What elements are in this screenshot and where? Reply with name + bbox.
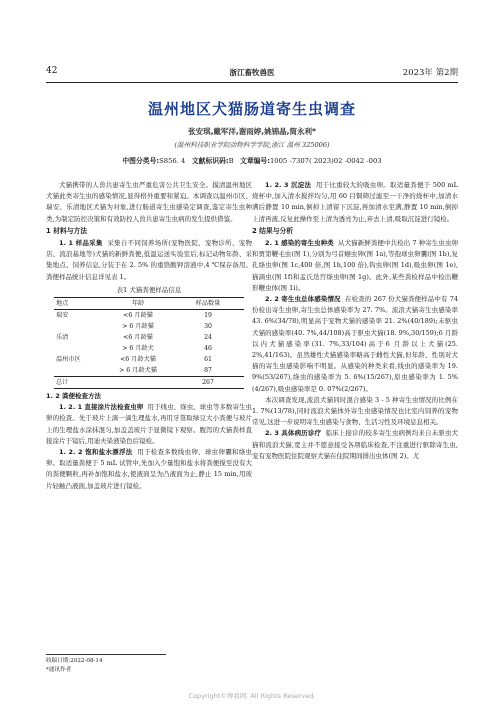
subsection-heading: 1. 2. 3 沉淀法 bbox=[265, 181, 312, 189]
body-paragraph: 从犬猫新鲜粪便中共检出 7 种寄生虫虫卵和贾第鞭毛虫(图 1),分别为弓首蛔虫卵(图 1a),等孢球虫卵囊(图 1b),复孔绦虫卵(图 1c,400 倍,图 1h,100 倍),钩虫卵(图 1d),吸虫卵(图 1e),猫滴虫(图 1f)和孟氏迭宫绦虫卵(图 1g)。此外,某些粪检样品中检出鞭形鞭虫体(图 1i)。 bbox=[252, 239, 458, 292]
article-authors: 张安琪,戴军洋,谢雨婷,姚锦晶,简永利* bbox=[188, 127, 316, 136]
footnote bbox=[46, 654, 166, 675]
table-cell: <6 月龄猫 bbox=[123, 312, 153, 320]
section-heading-materials: 1 材料与方法 bbox=[46, 226, 88, 235]
table-row bbox=[54, 310, 244, 322]
table-cell: 46 bbox=[204, 345, 212, 353]
table-header: 样品数量 bbox=[172, 298, 244, 310]
sample-table bbox=[54, 297, 244, 389]
table-cell: 温州市区 bbox=[56, 356, 81, 364]
subsection-heading: 1. 1 样品采集 bbox=[59, 239, 103, 248]
table-cell: 24 bbox=[204, 334, 212, 342]
right-column bbox=[252, 180, 458, 462]
clc-label: 中图分类号: bbox=[122, 157, 160, 165]
body-paragraph: 用于线虫、绦虫、球虫等多数寄生虫卵的检查。先于玻片上滴一滴生理盐水,再用牙签取绿豆大小粪便与玻片上的生理盐水涂抹混匀,加盖盖玻片于显微镜下观察。腹泻的犬猫粪样直接涂片于镜后,用迪夫染液染色后镜检。 bbox=[46, 403, 253, 445]
table-cell: <6 月龄猫 bbox=[123, 334, 153, 342]
intro-paragraph: 犬猫携带的人兽共患寄生虫严重危害公共卫生安全。摸清温州地区犬猫此类寄生虫的感染情况,显得格外重要和紧迫。本调查以温州市区、瑞安、乐清地区犬猫为对象,进行肠道寄生虫感染定调查,鉴定寄生虫种类,为制定防控决策和有效防控人兽共患寄生虫病的发生提供借鉴。 bbox=[46, 181, 252, 223]
subsection-heading: 2. 1 感染的寄生虫种类 bbox=[265, 239, 334, 248]
article-affiliation: (温州科技职业学院动物科学学院,浙江 温州 325006) bbox=[174, 141, 330, 149]
subsection-heading: 1. 2. 2 饱和盐水漂浮法 bbox=[59, 448, 133, 457]
body-paragraph: 用于检查多数线虫卵、球虫卵囊和绦虫卵。取适量粪便于 5 mL 试管中,先加入少量饱和盐水将粪便搅至没有大的粪便颗粒,再补加饱和盐水,使液面呈为凸液面为止,静止 15 min,用玻片轻触凸液面,加盖玻片进行镜检。 bbox=[46, 448, 253, 490]
subsection-heading: 2. 2 寄生虫总体感染情况 bbox=[265, 295, 341, 304]
table-cell: 61 bbox=[204, 356, 212, 364]
table-cell: > 6 月龄猫 bbox=[122, 323, 154, 331]
article-id-value: 1005 -7307( 2023)02 -0042 -003 bbox=[269, 157, 382, 165]
table-row bbox=[54, 321, 244, 332]
table-cell bbox=[104, 377, 172, 389]
received-date: 收稿日期:2022-08-14 bbox=[46, 658, 103, 664]
body-paragraph: 本次调查发现,流浪犬猫同时混合感染 3 - 5 种寄生虫情况的比例在 1. 7%(13/78),同时流浪犬猫体外寄生虫感染情况也比室内饲养的宠物常见,这进一步说明寄生虫感染与食物、生活习性及环境息息相关。 bbox=[252, 395, 458, 427]
journal-name: 浙江畜牧兽医 bbox=[229, 68, 275, 77]
table-header: 地点 bbox=[54, 298, 104, 310]
copyright-watermark: Copyright©博看网. All Rights Reserved. bbox=[188, 692, 316, 700]
corresponding-author-note: *通讯作者 bbox=[46, 667, 72, 673]
table-cell: > 6 月龄犬 bbox=[122, 345, 154, 353]
doc-code-value: B bbox=[228, 157, 234, 165]
table-cell: 267 bbox=[172, 377, 244, 389]
table-header: 年龄 bbox=[104, 298, 172, 310]
body-paragraph: 临床上接诊的较多寄生虫病例均来自未驱虫犬猫和流浪犬猫,宽主并不愿意接受各项临床检查,不注重进行驱除寄生虫,宠有宠物医院住院观察犬猫在住院期间排出虫体(图 2)。尤 bbox=[252, 429, 458, 460]
table-cell bbox=[54, 343, 104, 354]
article-id-label: 文章编号: bbox=[240, 157, 270, 165]
table-row bbox=[54, 354, 244, 365]
table-cell: 87 bbox=[204, 367, 212, 375]
table-cell: > 6 月龄犬猫 bbox=[119, 367, 157, 375]
doc-code-label: 文献标识码: bbox=[191, 157, 229, 165]
article-metadata bbox=[0, 155, 504, 165]
table-row bbox=[54, 365, 244, 377]
body-paragraph: 用于比重较大的吸虫卵。取适量粪便于 500 mL 烧杯中,加入清水搅拌均匀,用 60 目铜筛过滤至一干净的烧杯中,加清水满后静置 10 min,倒掉上清留下沉淀,再加清水至满,静置 10 min,倒掉上清再液,反复此操作至上清为透亮为止,弃去上清,吸取沉淀进行镜检。 bbox=[252, 181, 458, 223]
body-paragraph: 在检查的 267 份犬猫粪便样品中有 74 份检出寄生虫卵,寄生虫总体感染率为 27. 7%。流浪犬猫寄生虫感染率 43. 6%(34/78),明显高于宠物犬猫的感染率 21. 2%(40/189);未驱虫犬猫的感染率(40. 7%,44/108)高于驱虫犬猫(18. 9%,30/159);6 月龄以内犬猫感染率(31. 7%,33/104)高于6 月龄以上犬猫(25. 2%,41/163)。虽然雄性犬猫感染率略高于雌性犬猫,但年龄、性别对犬猫的寄生虫感染影响不明显。从感染的种类来看,线虫的感染率为 19. 9%(53/267),绦虫的感染率为 5. 6%(15/267),原虫感染率为 1. 5%(4/267),吸虫感染率是 0. 07%(2/267)。 bbox=[252, 295, 458, 393]
table-cell bbox=[54, 365, 104, 377]
table-cell: 乐清 bbox=[56, 334, 69, 342]
table-cell: 30 bbox=[204, 323, 212, 331]
table-row bbox=[54, 332, 244, 343]
running-header bbox=[46, 66, 458, 80]
body-paragraph: 采集自不同饲养场所(宠物医院、宠物诊所、宠物店、流浪基地等)犬猫的新鲜粪便,低温运送实验室后,标记动物年龄、采集地点、饲养信息,分装于在 2. 5% 的重铬酸钾溶液中,4 ℃保存备用。粪便样品统计信息详见表 1。 bbox=[46, 239, 252, 281]
issue-label: 2023年 第2期 bbox=[402, 68, 458, 78]
section-heading-results: 2 结果与分析 bbox=[252, 226, 294, 235]
table-cell: 瑞安 bbox=[56, 312, 69, 320]
table-caption: 表1 犬猫粪便样品信息 bbox=[116, 285, 182, 294]
subsection-heading: 1. 2 粪便检查方法 bbox=[46, 392, 102, 401]
clc-value: S856. 4 bbox=[159, 157, 186, 165]
page-number: 42 bbox=[46, 66, 58, 76]
table-cell: 19 bbox=[204, 312, 212, 320]
table-total-row bbox=[54, 377, 244, 389]
header-rule bbox=[46, 82, 458, 83]
subsection-heading: 2. 3 具体病历诊疗 bbox=[265, 429, 322, 438]
table-cell: <6 月龄犬猫 bbox=[120, 356, 156, 364]
table-cell: 总计 bbox=[54, 377, 104, 389]
subsection-heading: 1. 2. 1 直接涂片法检查虫卵 bbox=[59, 403, 144, 412]
article-title: 温州地区犬猫肠道寄生虫调查 bbox=[147, 100, 356, 118]
table-cell bbox=[54, 321, 104, 332]
left-column bbox=[46, 180, 252, 492]
table-row bbox=[54, 343, 244, 354]
